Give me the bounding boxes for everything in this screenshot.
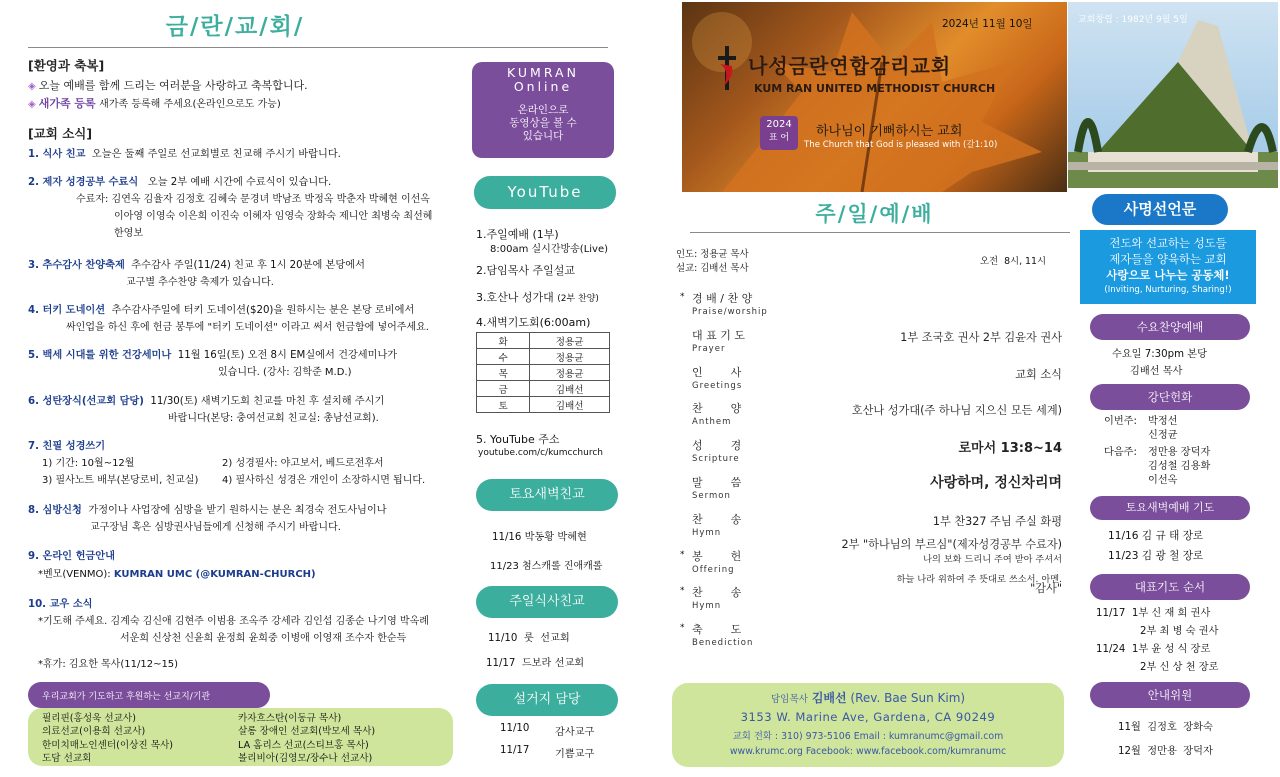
saturday-fellowship-item: 11/23 첨스캐롤 진애캐롤 — [490, 561, 603, 572]
news-item-4-line: 싸인업을 하신 후에 헌금 봉투에 "터키 도네이션" 이라고 써서 헌금함에 넣어주세요. — [66, 322, 429, 333]
diamond-icon: ◈ — [28, 99, 36, 110]
hero-banner — [682, 2, 1067, 192]
online-title: Online — [513, 79, 573, 94]
news-item-2: 2. 제자 성경공부 수료식 오늘 2부 예배 시간에 수료식이 있습니다. — [28, 177, 332, 188]
youtube-item: 3.호산나 성가대 (2부 찬양) — [476, 291, 599, 304]
worship-item-value: 나의 보화 드리니 주여 받아 주셔서 — [923, 554, 1062, 565]
youtube-item: 8:00am 실시간방송(Live) — [490, 244, 609, 255]
welcome-line-1: ◈ 오늘 예배를 함께 드리는 여러분을 사랑하고 축복합니다. — [28, 79, 308, 92]
youtube-item: 2.담임목사 주일설교 — [476, 264, 575, 277]
dawn-prayer-row — [477, 333, 610, 349]
dawn-prayer-row — [477, 349, 610, 365]
worship-item-label: 성 경 — [692, 439, 742, 452]
mission-list-box — [28, 708, 453, 766]
dawn-prayer-row — [477, 381, 610, 397]
pastor-name: 김배선 — [811, 691, 847, 705]
mission-item: 의료선교(이용희 선교사) — [42, 726, 146, 738]
diamond-icon: ◈ — [28, 81, 36, 92]
worship-item-value: 1부 조국호 권사 2부 김윤자 권사 — [900, 331, 1062, 344]
news-item-6: 6. 성탄장식(선교회 담당) 11/30(토) 새벽기도회 친교를 마친 후 설치해 주시기 — [28, 396, 385, 407]
altar-name: 정만용 장덕자 — [1148, 447, 1211, 458]
dawn-leader-cell: 김배선 — [530, 381, 610, 397]
mission-list-title: 우리교회가 기도하고 후원하는 선교지/기관 — [28, 682, 270, 708]
worship-item-label-en: Hymn — [692, 601, 722, 611]
welcome-line-2: ◈ 새가족 등록 새가족 등록해 주세요(온라인으로도 가능) — [28, 97, 281, 110]
dawn-leader-cell: 정용균 — [530, 333, 610, 349]
youtube-url[interactable]: youtube.com/c/kumcchurch — [478, 448, 603, 458]
news-item-4: 4. 터키 도네이션 추수감사주일에 터키 도네이션($20)을 원하시는 분은 본당 로비에서 — [28, 305, 415, 316]
news-item-7: 7. 친필 성경쓰기 — [28, 441, 106, 452]
bulletin-date: 2024년 11월 10일 — [942, 18, 1033, 30]
worship-item-label: 말 씀 — [692, 476, 742, 489]
church-name: 나성금란연합감리교회 — [748, 54, 952, 78]
news-item-8-line: 교구장님 혹은 심방권사님들에게 신청해 주시기 바랍니다. — [90, 522, 341, 533]
worship-item-label-en: Hymn — [692, 528, 722, 538]
mission-item: 살롱 장애인 선교회(박모세 목사) — [238, 726, 376, 738]
motto-kr: 하나님이 기뻐하시는 교회 — [816, 124, 963, 139]
standing-marker: * — [680, 623, 685, 633]
news-item-9: 9. 온라인 헌금안내 — [28, 551, 115, 562]
mission-item: 한미치매노인센터(이상진 목사) — [42, 739, 174, 751]
dawn-prayer-table — [476, 332, 610, 413]
usher-item: 11월 김정호 장화숙 — [1118, 722, 1213, 733]
news-item-2-line: 수료자: 김연옥 김율자 김정호 김혜숙 문경녀 박남조 박정옥 박춘자 박혜현 이선옥 — [76, 194, 430, 205]
altar-label: 다음주: — [1104, 447, 1137, 458]
meal-fellowship-banner: 주일식사친교 — [476, 586, 618, 618]
worship-item-value: 로마서 13:8~14 — [958, 441, 1062, 456]
news-item-3-line: 교구별 추수찬양 축제가 있습니다. — [126, 277, 274, 288]
mission-item: 필리핀(홍성욱 선교사) — [42, 713, 136, 724]
dishes-date: 11/17 — [500, 745, 530, 756]
mission-item: 도담 선교회 — [42, 752, 92, 764]
church-building-photo — [1068, 2, 1278, 188]
dawn-day-cell: 목 — [477, 365, 530, 381]
standing-marker: * — [680, 586, 685, 596]
youtube-item: 4.새벽기도회(6:00am) — [476, 316, 591, 329]
standing-marker: * — [680, 550, 685, 560]
dishes-banner: 설거지 담당 — [476, 684, 618, 716]
worship-item-label: 찬 양 — [692, 402, 742, 415]
meal-item: 11/10 룻 선교회 — [488, 633, 570, 644]
worship-item-label: 경 배 / 찬 양 — [692, 292, 753, 305]
worship-item-value: "감사" — [1030, 582, 1062, 595]
dawn-leader-cell: 정용균 — [530, 365, 610, 381]
church-address: 3153 W. Marine Ave, Gardena, CA 90249 — [740, 710, 996, 724]
saturday-fellowship-item: 11/16 박동황 박혜현 — [492, 532, 587, 543]
worship-item-label: 대 표 기 도 — [692, 329, 745, 342]
altar-name: 신정균 — [1148, 430, 1178, 441]
year-motto-badge: 2024 표 어 — [760, 116, 798, 150]
news-item-5: 5. 백세 시대를 위한 건강세미나 11월 16일(토) 오전 8시 EM실에서 건강세미나가 — [28, 350, 398, 361]
pastor-label: 담임목사 — [770, 694, 808, 705]
news-item-7-line: 3) 필사노트 배부(본당로비, 친교실) — [42, 475, 199, 486]
dawn-leader-cell: 김배선 — [530, 397, 610, 413]
dishes-team: 기쁨교구 — [555, 749, 595, 760]
news-item-10-line: 서운희 신상천 신윤희 윤정희 윤희중 이병애 이영재 조수자 한순득 — [120, 633, 407, 644]
representative-prayer-item: 11/24 1부 윤 성 식 장로 — [1096, 644, 1211, 655]
dawn-prayer-row — [477, 365, 610, 381]
page-title: 금/란/교/회/ — [165, 14, 305, 40]
mission-statement-title: 사명선언문 — [1092, 194, 1228, 225]
saturday-prayer-item: 11/16 김 규 태 장로 — [1108, 530, 1204, 542]
wednesday-service-banner: 수요찬양예배 — [1090, 314, 1250, 340]
representative-prayer-banner: 대표기도 순서 — [1090, 574, 1250, 600]
dishes-date: 11/10 — [500, 723, 530, 734]
ushers-banner: 안내위원 — [1090, 682, 1250, 708]
wednesday-time: 수요일 7:30pm 본당 — [1112, 349, 1207, 360]
altar-name: 이선옥 — [1148, 475, 1178, 486]
pastor-contact-box — [672, 683, 1064, 767]
news-item-1: 1. 식사 친교 오늘은 둘째 주일로 선교회별로 친교해 주시기 바랍니다. — [28, 149, 341, 160]
mission-item: 카자흐스탄(이동규 목사) — [238, 713, 342, 724]
church-building-image — [1068, 2, 1278, 188]
online-text: 온라인으로 — [517, 104, 569, 116]
worship-item-label-en: Benediction — [692, 638, 754, 648]
news-item-8: 8. 심방신청 가정이나 사업장에 심방을 받기 원하시는 분은 최경숙 전도사님이나 — [28, 505, 387, 516]
news-item-10-line: *기도해 주세요. 김계숙 김신애 김현주 이범용 조옥주 강세라 김인섭 김종순 나기영 박옥례 — [38, 616, 429, 627]
representative-prayer-item: 11/17 1부 신 재 희 권사 — [1096, 608, 1211, 619]
online-box — [472, 62, 614, 158]
worship-item-value: 호산나 성가대(주 하나님 지으신 모든 세계) — [851, 404, 1062, 417]
worship-item-label: 축 도 — [692, 623, 742, 636]
online-text: 동영상을 볼 수 — [509, 117, 577, 129]
news-item-6-line: 바랍니다(본당: 충여선교회 친교실: 총남선교회). — [168, 413, 379, 424]
usher-item: 12월 정만용 장덕자 — [1118, 746, 1213, 757]
worship-item-label: 찬 송 — [692, 586, 742, 599]
worship-item-label-en: Praise/worship — [692, 307, 768, 317]
altar-flowers-banner: 강단헌화 — [1090, 384, 1250, 410]
worship-item-label-en: Sermon — [692, 491, 731, 501]
news-item-7-line: 4) 필사하신 성경은 개인이 소장하시면 됩니다. — [222, 475, 426, 486]
worship-item-label-en: Offering — [692, 565, 735, 575]
news-item-2-line: 한영보 — [114, 228, 143, 239]
worship-item-value: 사랑하며, 정신차리며 — [930, 475, 1062, 491]
youtube-item: 1.주일예배 (1부) — [476, 228, 559, 241]
worship-time: 오전 8시, 11시 — [980, 256, 1047, 267]
mission-item: 볼리비아(김영모/장수나 선교사) — [238, 752, 373, 764]
news-item-7-line: 1) 기간: 10월~12월 — [42, 458, 135, 469]
church-contact[interactable]: 교회 전화 : 310) 973-5106 Email : kumranumc@gmail.com — [732, 731, 1004, 742]
pastor-name-en: (Rev. Bae Sun Kim) — [850, 691, 966, 705]
dawn-day-cell: 화 — [477, 333, 530, 349]
church-web[interactable]: www.krumc.org Facebook: www.facebook.com/kumranumc — [729, 746, 1007, 757]
dawn-day-cell: 금 — [477, 381, 530, 397]
altar-name: 박정선 — [1148, 416, 1178, 427]
mission-item: LA 홈리스 선교(스티브홍 목사) — [238, 739, 369, 751]
motto-en: The Church that God is pleased with (갈1:10) — [804, 140, 998, 150]
worship-title: 주/일/예/배 — [815, 202, 934, 226]
youtube-item: 5. YouTube 주소 — [476, 433, 560, 446]
divider — [690, 232, 1070, 233]
dawn-leader-cell: 정용균 — [530, 349, 610, 365]
worship-item-label-en: Anthem — [692, 417, 732, 427]
worship-item-label-en: Prayer — [692, 344, 726, 354]
worship-item-label-en: Scripture — [692, 454, 740, 464]
news-item-7-line: 2) 성경필사: 야고보서, 베드로전후서 — [222, 458, 384, 469]
worship-leader: 인도: 정용균 목사 — [676, 249, 749, 260]
worship-item-label: 봉 헌 — [692, 550, 742, 563]
saturday-fellowship-banner: 토요새벽친교 — [476, 479, 618, 511]
altar-name: 김성철 김용화 — [1148, 461, 1211, 472]
dawn-day-cell: 수 — [477, 349, 530, 365]
news-header: [교회 소식] — [28, 126, 93, 141]
worship-offering-2: 하늘 나라 위하여 주 뜻대로 쓰소서. 아멘. — [896, 574, 1062, 585]
divider — [28, 47, 608, 48]
news-item-3: 3. 추수감사 찬양축제 추수감사 주일(11/24) 친교 후 1시 20분에 본당에서 — [28, 260, 365, 271]
worship-preacher: 설교: 김배선 목사 — [676, 263, 749, 274]
standing-marker: * — [680, 292, 685, 302]
news-item-10: 10. 교우 소식 — [28, 599, 93, 610]
mission-statement-box: 전도와 선교하는 성도들 제자들을 양육하는 교회 사랑으로 나누는 공동체! (Inviting, Nurturing, Sharing!) — [1080, 230, 1256, 304]
saturday-prayer-banner: 토요새벽예배 기도 — [1090, 496, 1250, 520]
news-item-10-line: *휴가: 김요한 목사(11/12~15) — [38, 659, 179, 670]
worship-item-value: 교회 소식 — [1015, 368, 1062, 381]
venmo-line: *벤모(VENMO): KUMRAN UMC (@KUMRAN-CHURCH) — [38, 569, 316, 580]
online-text: 있습니다 — [522, 130, 564, 142]
representative-prayer-item: 2부 최 병 숙 권사 — [1140, 626, 1219, 637]
dishes-team: 감사교구 — [555, 727, 595, 738]
worship-item-label: 인 사 — [692, 366, 742, 379]
wednesday-leader: 김배선 목사 — [1130, 366, 1183, 377]
worship-item-value: 1부 찬327 주님 주실 화평 — [932, 515, 1062, 528]
worship-hymn-2: 2부 "하나님의 부르심"(제자성경공부 수료자) — [841, 538, 1062, 551]
news-item-5-line: 있습니다. (강사: 김학준 M.D.) — [218, 367, 352, 378]
worship-item-label-en: Greetings — [692, 381, 743, 391]
meal-item: 11/17 드보라 선교회 — [486, 658, 585, 669]
dawn-day-cell: 토 — [477, 397, 530, 413]
church-name-en: KUM RAN UNITED METHODIST CHURCH — [754, 82, 996, 95]
saturday-prayer-item: 11/23 김 광 철 장로 — [1108, 550, 1204, 562]
founded-date: 교회창립 : 1982년 9월 5일 — [1078, 15, 1188, 25]
representative-prayer-item: 2부 신 상 천 장로 — [1140, 662, 1219, 673]
cross-flame-icon — [716, 42, 738, 94]
online-title: KUMRAN — [507, 65, 579, 80]
altar-label: 이번주: — [1104, 416, 1137, 427]
news-item-2-line: 이아영 이영숙 이은희 이진숙 이혜자 임영숙 장화숙 제니안 최병숙 최선혜 — [114, 211, 433, 222]
youtube-banner: YouTube — [474, 176, 616, 209]
dawn-prayer-row — [477, 397, 610, 413]
welcome-header: [환영과 축복] — [28, 58, 105, 73]
worship-item-label: 찬 송 — [692, 513, 742, 526]
